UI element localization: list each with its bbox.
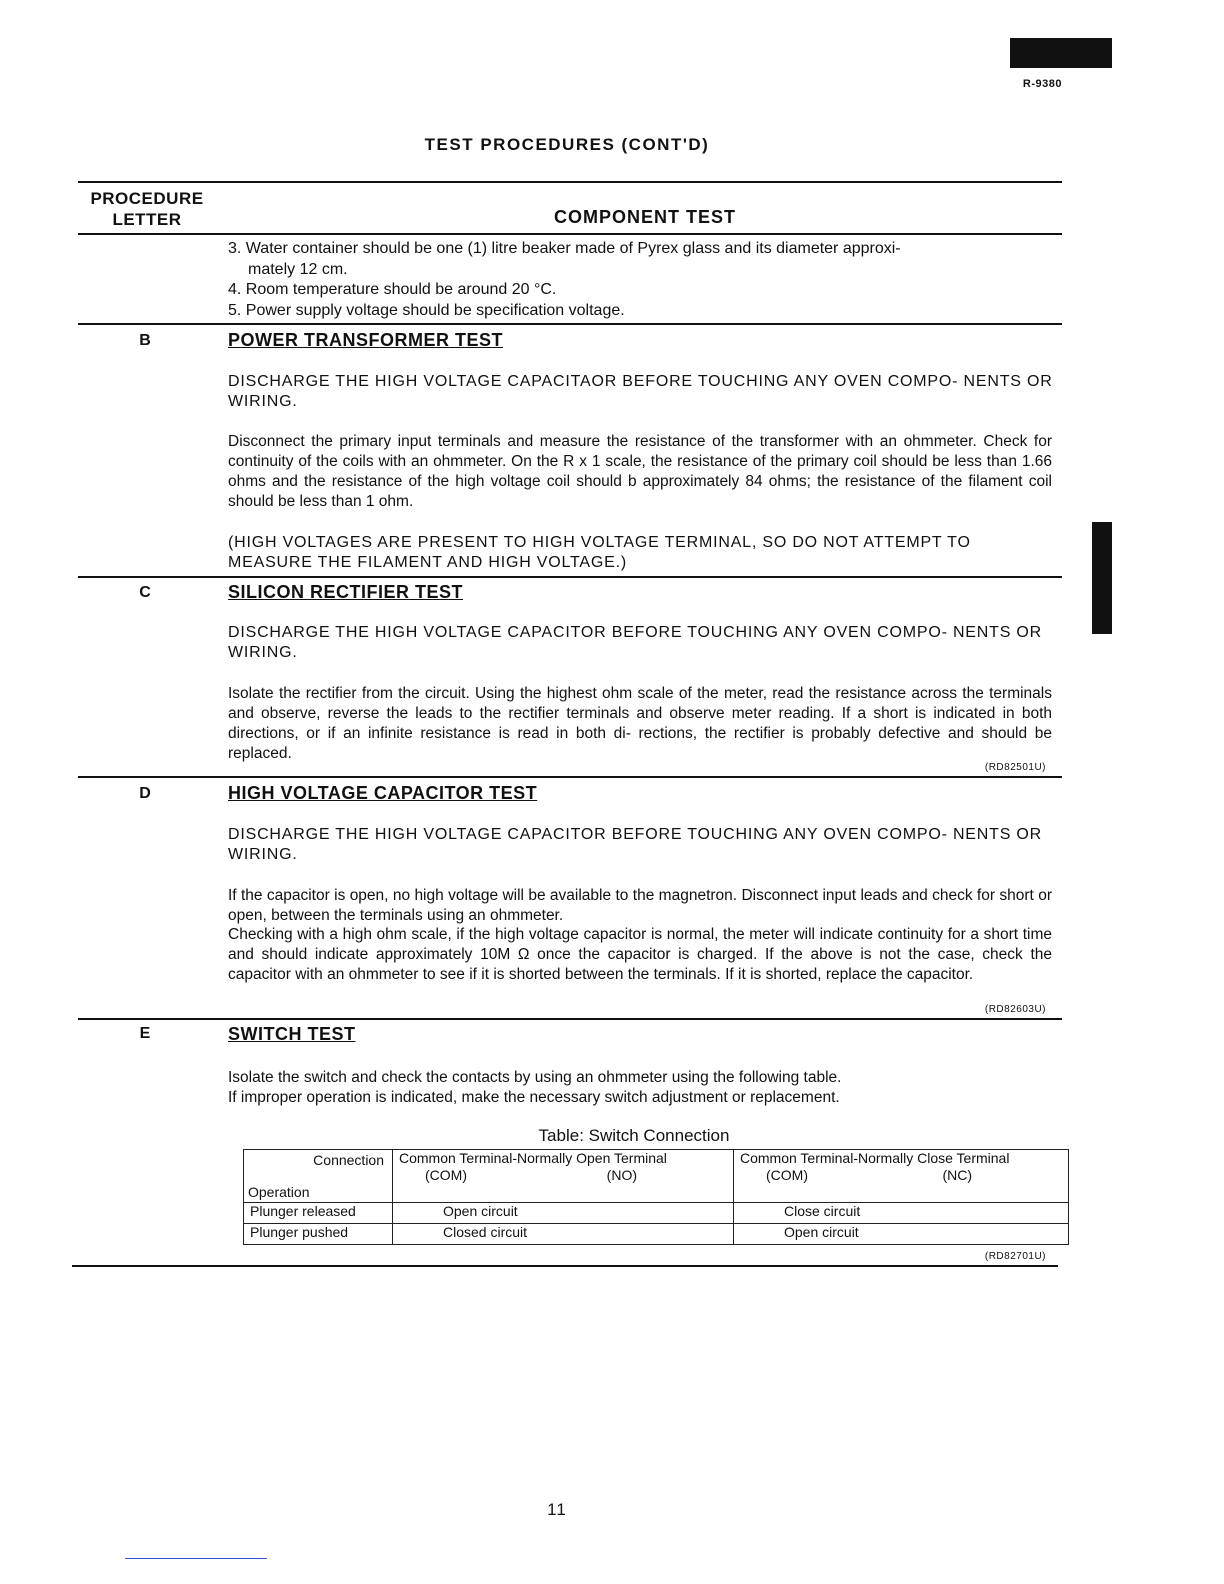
col-nc-com: (COM) xyxy=(766,1167,808,1183)
header-top-rule xyxy=(78,181,1062,183)
procedure-letter-b: B xyxy=(139,332,151,349)
section-body: Isolate the switch and check the contacts by using an ohmmeter using the following table. xyxy=(228,1069,842,1086)
procedure-letter-c: C xyxy=(139,584,151,601)
page-number: 11 xyxy=(547,1500,567,1519)
col-no-header xyxy=(393,1150,734,1203)
connection-label: Connection xyxy=(313,1152,384,1168)
corner-cell xyxy=(244,1150,393,1203)
no-cell: Open circuit xyxy=(393,1203,734,1224)
section-body: Checking with a high ohm scale, if the high voltage capacitor is normal, the meter will indicate continuity for a short time and should indicate approximately 10M Ω once the capacitor is charged. If the above is not the case, check the capacitor with an ohmmeter to see if it is shorted between the terminals. If it is shorted, replace the capacitor. xyxy=(228,926,1052,983)
list-item: 4. Room temperature should be around 20 °C. xyxy=(228,281,557,298)
letter-label: LETTER xyxy=(112,210,182,229)
reference-code: (RD82603U) xyxy=(984,1004,1046,1015)
col-no-com: (COM) xyxy=(425,1167,467,1183)
header-bottom-rule xyxy=(78,233,1062,235)
procedure-letter-header xyxy=(80,188,214,230)
section-title-switch: SWITCH TEST xyxy=(228,1024,356,1044)
table-header-row xyxy=(244,1150,1069,1203)
section-title-silicon-rectifier: SILICON RECTIFIER TEST xyxy=(228,582,464,602)
list-item: mately 12 cm. xyxy=(248,260,348,278)
operation-label: Operation xyxy=(248,1184,310,1200)
page-title: TEST PROCEDURES (CONT'D) xyxy=(424,135,710,154)
table-caption: Table: Switch Connection xyxy=(538,1126,730,1145)
nc-cell: Open circuit xyxy=(734,1224,1069,1245)
section-rule xyxy=(78,576,1062,578)
list-item: 5. Power supply voltage should be specification voltage. xyxy=(228,301,625,319)
section-rule xyxy=(78,323,1062,325)
col-nc-title: Common Terminal-Normally Close Terminal xyxy=(740,1150,1010,1166)
col-nc-nc: (NC) xyxy=(942,1167,972,1183)
section-body: Disconnect the primary input terminals and measure the resistance of the transformer with an ohmmeter. Check for continuity of the coils with an ohmmeter. On the R x 1 scale, the resistance of the primary coil should be less than 1.66 ohms and the resistance of the high voltage coil should b approximately 84 ohms; the resistance of the filament coil should be less than 1 ohm. xyxy=(228,433,1052,510)
discharge-warning: DISCHARGE THE HIGH VOLTAGE CAPACITOR BEFORE TOUCHING ANY OVEN COMPO- NENTS OR WIRING. xyxy=(228,826,1043,863)
section-edge-mark xyxy=(1092,522,1112,634)
col-nc-header xyxy=(734,1150,1069,1203)
section-title-hv-capacitor: HIGH VOLTAGE CAPACITOR TEST xyxy=(228,783,538,803)
section-body: If improper operation is indicated, make the necessary switch adjustment or replacement. xyxy=(228,1089,840,1106)
col-no-title: Common Terminal-Normally Open Terminal xyxy=(399,1150,667,1166)
operation-cell: Plunger pushed xyxy=(244,1224,393,1245)
section-body: Isolate the rectifier from the circuit. Using the highest ohm scale of the meter, read the resistance across the terminals and observe, reverse the leads to the rectifier terminals and observe meter reading. If a short is indicated in both directions, or if an infinite resistance is read in both di- rections, the rectifier is probably defective and should be replaced. xyxy=(228,685,1052,762)
discharge-warning: DISCHARGE THE HIGH VOLTAGE CAPACITOR BEFORE TOUCHING ANY OVEN COMPO- NENTS OR WIRING. xyxy=(228,624,1043,661)
section-body: If the capacitor is open, no high voltage will be available to the magnetron. Disconnect input leads and check for short or open, between the terminals using an ohmmeter. xyxy=(228,887,1052,924)
component-test-header: COMPONENT TEST xyxy=(553,207,736,227)
model-number: R-9380 xyxy=(1022,78,1062,90)
high-voltage-note: (HIGH VOLTAGES ARE PRESENT TO HIGH VOLTAGE TERMINAL, SO DO NOT ATTEMPT TO MEASURE THE FILAMENT AND HIGH VOLTAGE.) xyxy=(228,534,971,571)
list-item: 3. Water container should be one (1) litre beaker made of Pyrex glass and its diameter approxi- xyxy=(228,240,901,257)
procedure-letter-e: E xyxy=(139,1025,151,1042)
procedure-letter-d: D xyxy=(139,785,151,802)
footer-line xyxy=(125,1558,267,1559)
no-cell: Closed circuit xyxy=(393,1224,734,1245)
table-row xyxy=(244,1224,1069,1245)
reference-code: (RD82701U) xyxy=(984,1251,1046,1262)
nc-cell: Close circuit xyxy=(734,1203,1069,1224)
section-title-power-transformer: POWER TRANSFORMER TEST xyxy=(228,330,503,350)
reference-code: (RD82501U) xyxy=(984,762,1046,773)
intro-list xyxy=(228,239,1058,321)
table-row xyxy=(244,1203,1069,1224)
section-rule xyxy=(78,1018,1062,1020)
discharge-warning: DISCHARGE THE HIGH VOLTAGE CAPACITAOR BEFORE TOUCHING ANY OVEN COMPO- NENTS OR WIRING. xyxy=(228,373,1053,410)
end-rule xyxy=(72,1265,1058,1267)
col-no-no: (NO) xyxy=(606,1167,637,1183)
switch-connection-table xyxy=(243,1149,1069,1245)
procedure-label: PROCEDURE xyxy=(90,189,204,208)
section-rule xyxy=(78,776,1062,778)
operation-cell: Plunger released xyxy=(244,1203,393,1224)
index-tab-mark xyxy=(1010,38,1112,68)
